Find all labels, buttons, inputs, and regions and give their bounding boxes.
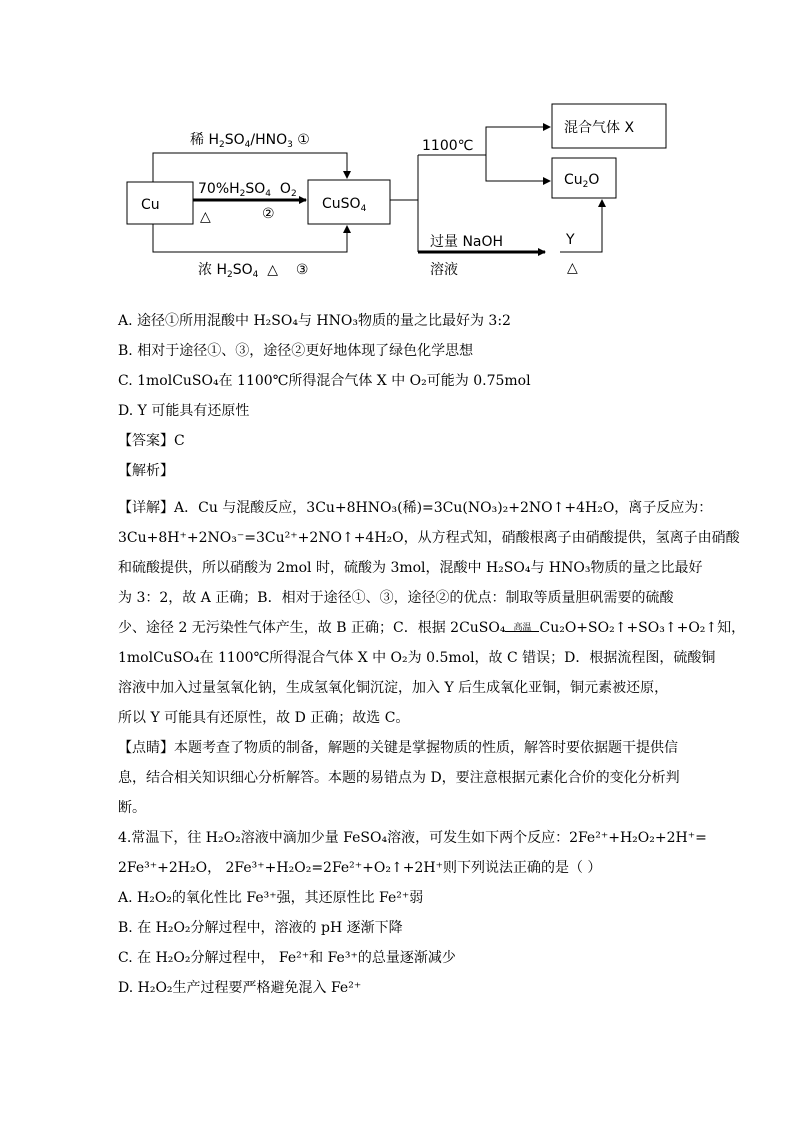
analysis-heading: 【解析】 [118, 463, 174, 479]
cu2o-box [552, 158, 616, 198]
y-label: Y [566, 232, 575, 248]
cu-box [127, 182, 193, 224]
detail-line-2: 3Cu+8H⁺+2NO₃⁻=3Cu²⁺+2NO↑+4H₂O，从方程式知，硝酸根离子由硝酸提供，氢离子由硝酸 [118, 530, 740, 546]
detail-line-7: 溶液中加入过量氢氧化钠，生成氢氧化铜沉淀，加入 Y 后生成氧化亚铜，铜元素被还原， [118, 680, 669, 696]
tip-line-2: 息，结合相关知识细心分析解答。本题的易错点为 D，要注意根据元素化合价的变化分析判 [118, 770, 680, 786]
route2-delta: △ [200, 209, 211, 225]
detail-line-5: 少、途径 2 无污染性气体产生，故 B 正确；C．根据 2CuSO₄ 高温 Cu₂O+SO₂↑+SO₃↑+O₂↑知， [118, 620, 746, 636]
question-4-option-a: A. H₂O₂的氧化性比 Fe³⁺强，其还原性比 Fe²⁺弱 [118, 890, 424, 906]
option-b: B. 相对于途径①、③，途径②更好地体现了绿色化学思想 [118, 343, 474, 359]
cu-label: Cu [141, 197, 160, 213]
flow-diagram [0, 0, 794, 300]
route1-label: 稀 $H_2SO_4/HNO_3$ ① [190, 132, 310, 150]
question-4-option-c: C. 在 H₂O₂分解过程中， Fe²⁺和 Fe³⁺的总量逐渐减少 [118, 950, 456, 966]
options-block [118, 311, 678, 491]
naoh-top-label: 过量 NaOH [430, 234, 504, 250]
question-4-line-1: 4.常温下，往 H₂O₂溶液中滴加少量 FeSO₄溶液，可发生如下两个反应：2Fe²⁺+H₂O₂+2H⁺= [118, 830, 707, 846]
detail-line-4: 为 3：2，故 A 正确；B．相对于途径①、③，途径②的优点：制取等质量胆矾需要的硫酸 [118, 590, 674, 606]
route3-label: 浓 $H_2SO_4$ △ ③ [198, 262, 309, 280]
tip-line-1: 【点睛】本题考查了物质的制备，解题的关键是掌握物质的性质，解答时要依据题干提供信 [118, 740, 678, 756]
detail-line-8: 所以 Y 可能具有还原性，故 D 正确；故选 C。 [118, 710, 410, 726]
route3-line [153, 224, 347, 252]
detail-line-1: 【详解】A．Cu 与混酸反应，3Cu+8HNO₃(稀)=3Cu(NO₃)₂+2NO↑+4H₂O，离子反应为： [118, 500, 713, 516]
gas-x-label: 混合气体 X [564, 120, 635, 136]
cu2o-label: $Cu_2O$ [564, 172, 600, 190]
question-4-line-2: 2Fe³⁺+2H₂O， 2Fe³⁺+H₂O₂=2Fe²⁺+O₂↑+2H⁺则下列说法正确的是（ ） [118, 860, 602, 876]
detail-line-3: 和硫酸提供，所以硝酸为 2mol 时，硫酸为 3mol，混酸中 H₂SO₄与 HNO₃物质的量之比最好 [118, 560, 703, 576]
tip-line-3: 断。 [118, 800, 146, 816]
temperature-label: 1100℃ [422, 138, 474, 154]
route2-number: ② [262, 206, 275, 222]
naoh-bottom-label: 溶液 [430, 262, 458, 278]
option-a: A. 途径①所用混酸中 H₂SO₄与 HNO₃物质的量之比最好为 3:2 [118, 313, 511, 329]
reaction-condition: 高温 [505, 622, 539, 632]
detail-block [118, 493, 746, 1003]
route1-line [153, 153, 347, 182]
route2-top-label: $70\%H_2SO_4$ $O_2$ [198, 181, 297, 199]
to-gas-x-arrow [486, 127, 550, 155]
question-4-option-b: B. 在 H₂O₂分解过程中，溶液的 pH 逐渐下降 [118, 920, 403, 936]
detail-line-6: 1molCuSO₄在 1100℃所得混合气体 X 中 O₂为 0.5mol，故 C 错误；D．根据流程图，硫酸铜 [118, 650, 716, 666]
y-delta: △ [567, 260, 578, 276]
option-d: D. Y 可能具有还原性 [118, 403, 250, 419]
to-cu2o-arrow [486, 155, 550, 181]
option-c: C. 1molCuSO₄在 1100℃所得混合气体 X 中 O₂可能为 0.75mol [118, 373, 531, 389]
question-4-option-d: D. H₂O₂生产过程要严格避免混入 Fe²⁺ [118, 980, 362, 996]
answer: 【答案】C [118, 433, 185, 449]
cuso4-label: CuSO$_4$ [322, 196, 367, 214]
